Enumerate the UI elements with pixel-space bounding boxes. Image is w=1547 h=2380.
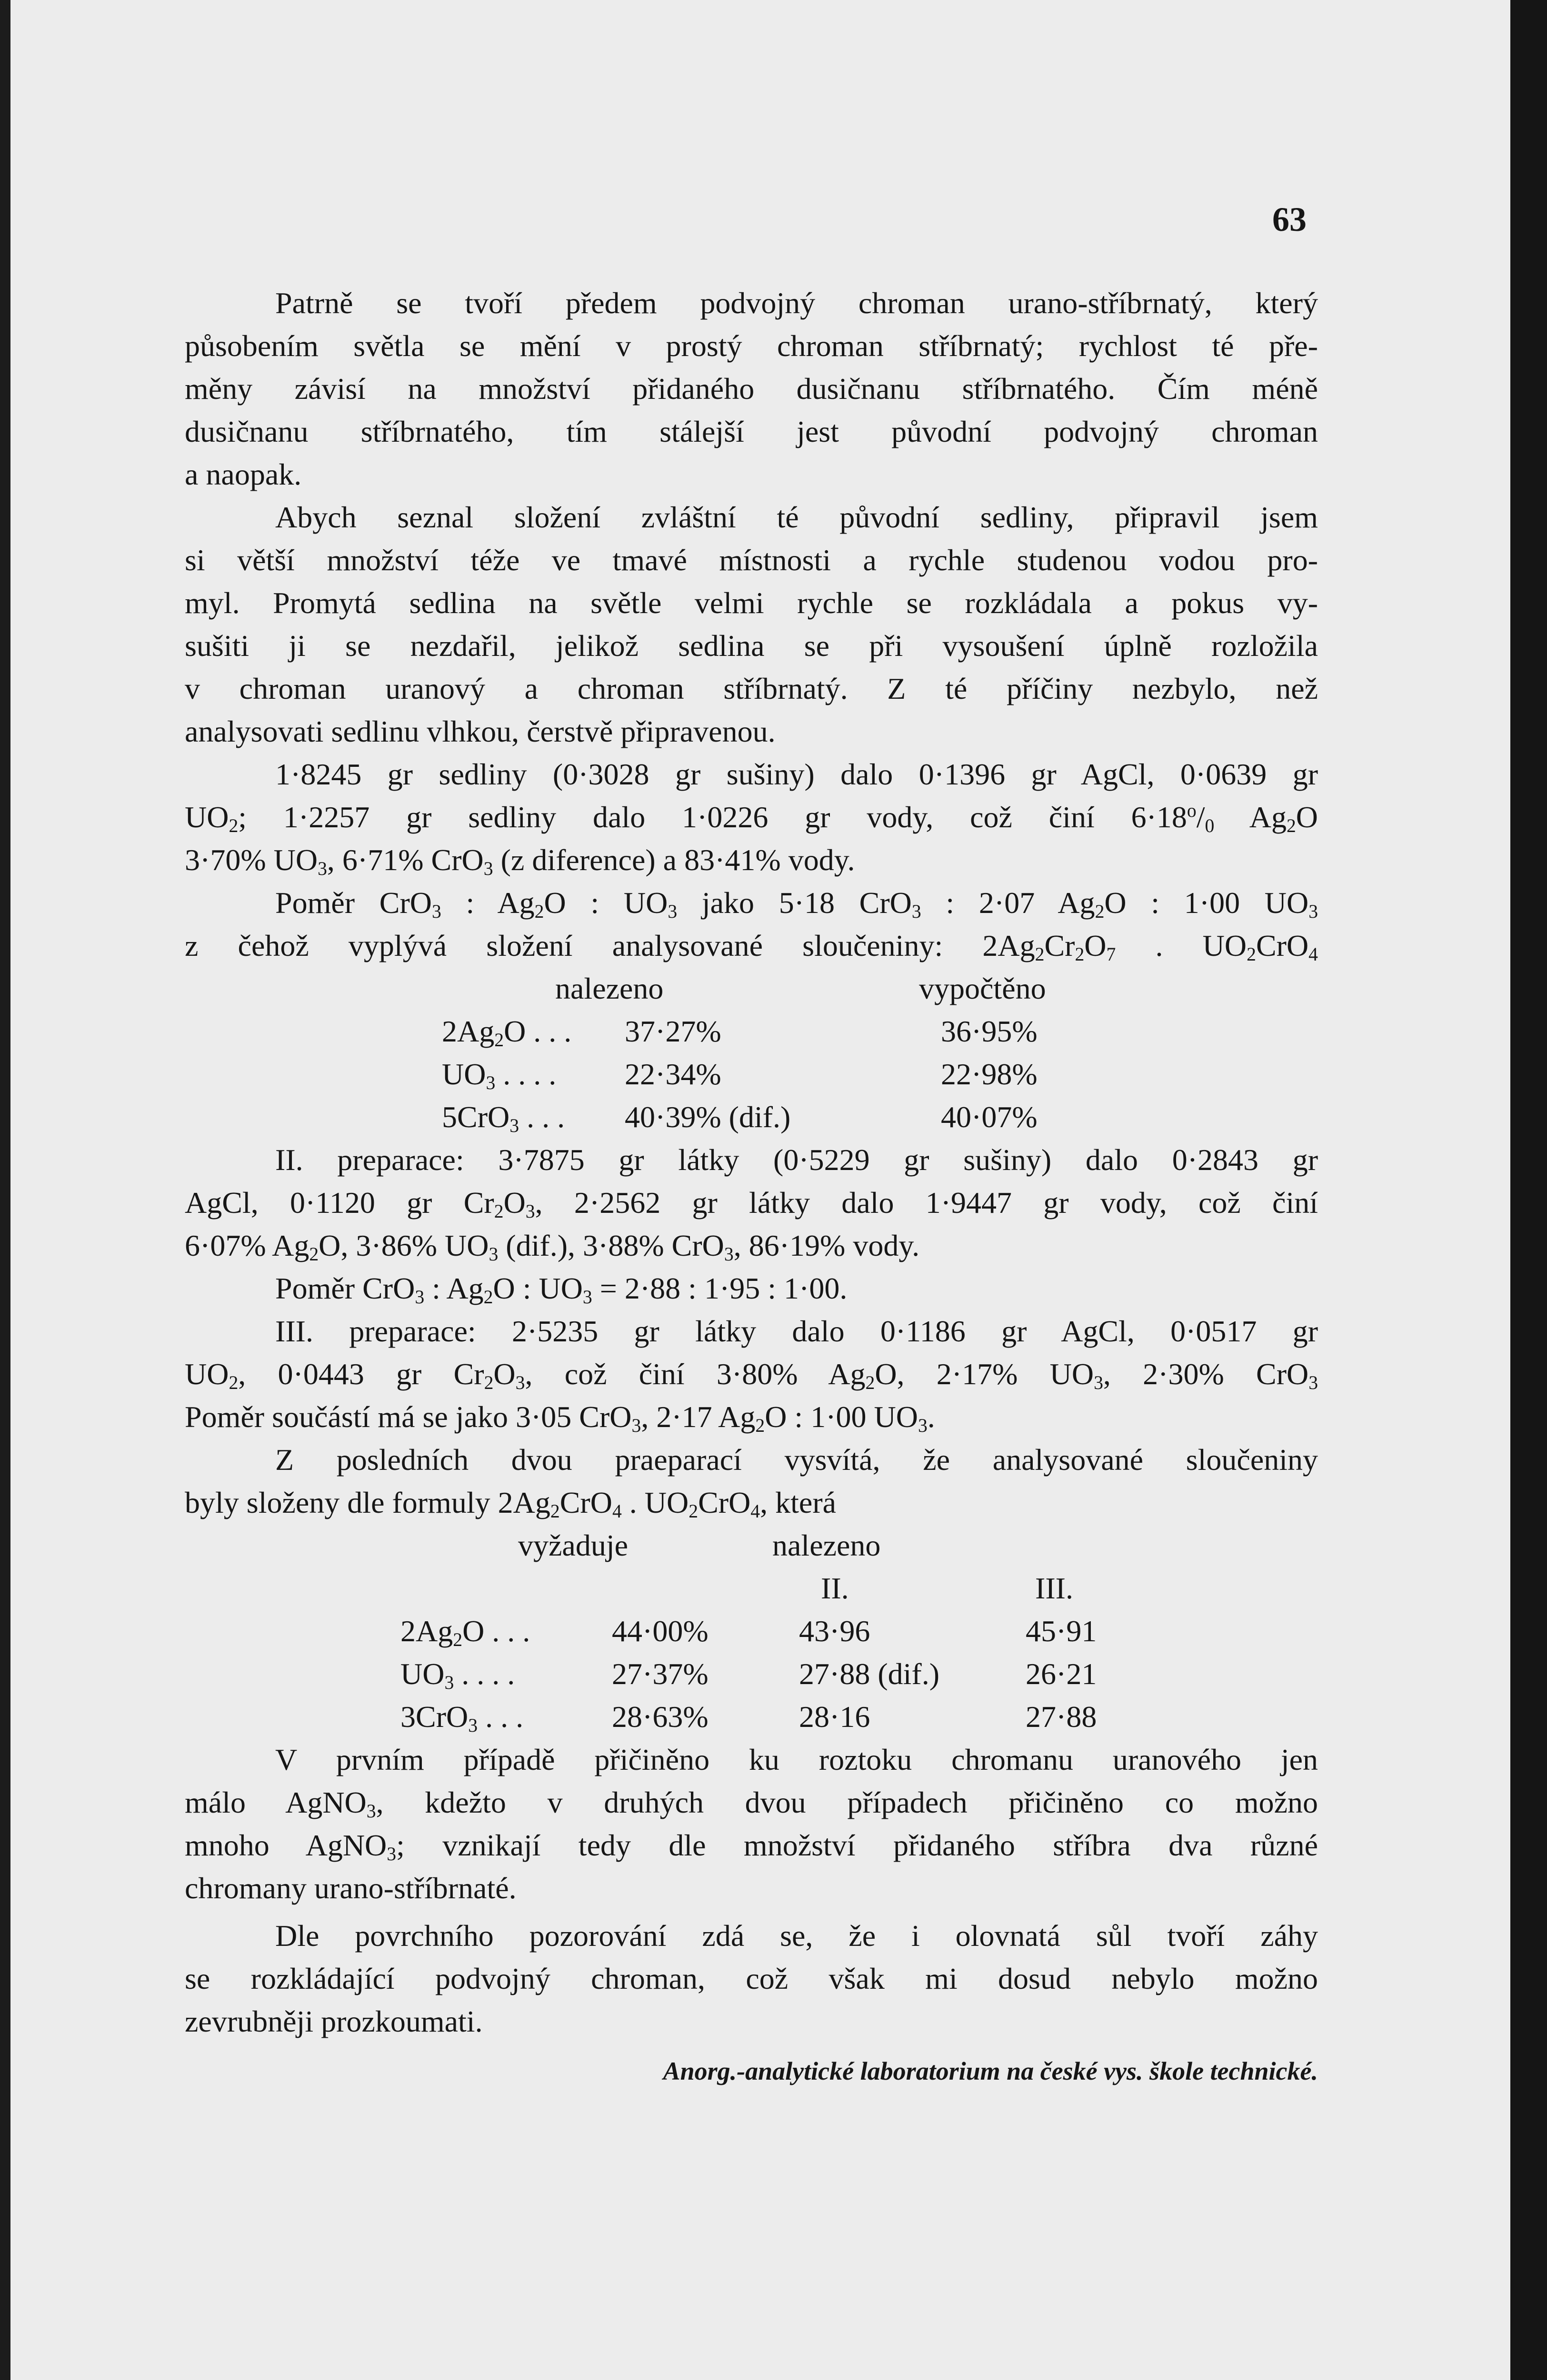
table-row-label: $UO_3$ . . . . — [400, 1657, 515, 1693]
paragraph-7: III. preparace: 2·5235 gr látky dalo 0·1186 gr AgCl, 0·0517 gr $UO_2$, 0·0443 gr $Cr_2O_3$, což činí 3·80% $Ag_2O$, 2·17% $UO_3$, 2·30% CrO$_3$ Poměr součástí má se jako 3·05 CrO$_3$, 2·17 $Ag_2O$ : 1·00 $UO_3$. — [185, 1314, 1318, 1436]
paragraph-8: Z posledních dvou praeparací vysvítá, že analysované sloučeniny byly složeny dle formuly $2Ag_2CrO_4$ . $UO_2CrO_4$, která — [185, 1443, 1318, 1522]
paragraph-1: Patrně se tvoří předem podvojný chroman urano-stříbrnatý, který působením světla se mění v prostý chroman stříbrnatý; rychlost té pře- měny závisí na množství přidaného dusičnanu stříbrnatého. Čím méně dusičnanu stříbrnatého, tím stálejší jest původní podvojný chroman a naopak. — [185, 286, 1318, 491]
table-cell: 44·00% — [612, 1614, 709, 1648]
scan-edge — [1510, 0, 1547, 2380]
paragraph-10: Dle povrchního pozorování zdá se, že i olovnatá sůl tvoří záhy se rozkládající podvojný chroman, což však mi dosud nebylo možno zevrubněji prozkoumati. — [185, 1919, 1318, 2038]
table-cell: 45·91 — [1026, 1614, 1097, 1648]
table-cell: 28·63% — [612, 1700, 709, 1734]
paragraph-9: V prvním případě přičiněno ku roztoku chromanu uranového jen málo AgNO$_3$, kdežto v druhých dvou případech přičiněno co možno mnoho AgNO$_3$; vznikají tedy dle množství přidaného stříbra dva různé chromany urano-stříbrnaté. — [185, 1743, 1318, 1905]
paragraph-6: Poměr CrO$_3$ : $Ag_2O$ : $UO_3 = 2\cdot 88$ : 1·95 : 1·00. — [275, 1271, 848, 1308]
table-header: vypočtěno — [919, 972, 1046, 1005]
paragraph-3: 1·8245 gr sedliny (0·3028 gr sušiny) dalo 0·1396 gr AgCl, 0·0639 gr $UO_2$; 1·2257 gr sedliny dalo 1·0226 gr vody, což činí $6\cdot 18^o/_0$ $Ag_2O$ 3·70% $UO_3$, 6·71% CrO$_3$ (z diference) a 83·41% vody. — [185, 757, 1318, 879]
table-analysis-2 — [185, 1524, 1318, 1781]
table-cell: 26·21 — [1026, 1657, 1097, 1691]
table-header: vyžaduje — [518, 1528, 628, 1562]
page — [10, 0, 1510, 2380]
table-cell: 27·37% — [612, 1657, 709, 1691]
text-block — [185, 282, 1318, 2092]
table-header: nalezeno — [772, 1528, 881, 1562]
table-cell: 22·34% — [625, 1057, 721, 1091]
table-cell: 37·27% — [625, 1014, 721, 1048]
paragraph-2: Abych seznal složení zvláštní té původní sedliny, připravil jsem si větší množství téže ve tmavé místnosti a rychle studenou vodou pro- myl. Promytá sedlina na světle velmi rychle se rozkládala a pokus vy- sušiti ji se nezdařil, jelikož sedlina se při vysoušení úplně rozložila v chroman uranový a chroman stříbrnatý. Z té příčiny nezbylo, než analysovati sedlinu vlhkou, čerstvě připravenou. — [185, 500, 1318, 748]
table-header: III. — [1035, 1571, 1073, 1605]
table-cell: 28·16 — [799, 1700, 870, 1734]
table-cell: 40·39% (dif.) — [625, 1100, 791, 1134]
paragraph-5: II. preparace: 3·7875 gr látky (0·5229 gr sušiny) dalo 0·2843 gr AgCl, 0·1120 gr $Cr_2O_3$, 2·2562 gr látky dalo 1·9447 gr vody, což činí 6·07% $Ag_2O$, 3·86% $UO_3$ (dif.), 3·88% CrO$_3$, 86·19% vody. — [185, 1143, 1318, 1265]
table-row-label: $2Ag_2O$ . . . — [400, 1614, 530, 1650]
footer-affiliation: Anorg.-analytické laboratorium na české vys. škole technické. — [663, 2057, 1318, 2085]
table-cell: 27·88 (dif.) — [799, 1657, 940, 1691]
table-cell: 43·96 — [799, 1614, 870, 1648]
paragraph-4: Poměr CrO$_3$ : $Ag_2O$ : $UO_3$ jako 5·18 CrO$_3$ : 2·07 $Ag_2O$ : 1·00 $UO_3$ z čehož vyplývá složení analysované sloučeniny: $2Ag_2Cr_2O_7$ . $UO_2CrO_4$ — [185, 886, 1318, 965]
table-cell: 27·88 — [1026, 1700, 1097, 1734]
table-header: nalezeno — [555, 972, 664, 1005]
table-row-label: $UO_3$ . . . . — [442, 1057, 557, 1093]
table-header: II. — [821, 1571, 849, 1605]
table-cell: 22·98% — [941, 1057, 1038, 1091]
table-cell: 40·07% — [941, 1100, 1038, 1134]
table-cell: 36·95% — [941, 1014, 1038, 1048]
table-row-label: $2Ag_2O$ . . . — [442, 1014, 572, 1051]
page-number: 63 — [1272, 200, 1307, 238]
table-row-label: 3CrO$_3$ . . . — [400, 1700, 524, 1736]
table-row-label: 5CrO$_3$ . . . — [442, 1100, 565, 1136]
table-analysis-1 — [185, 967, 1318, 1139]
